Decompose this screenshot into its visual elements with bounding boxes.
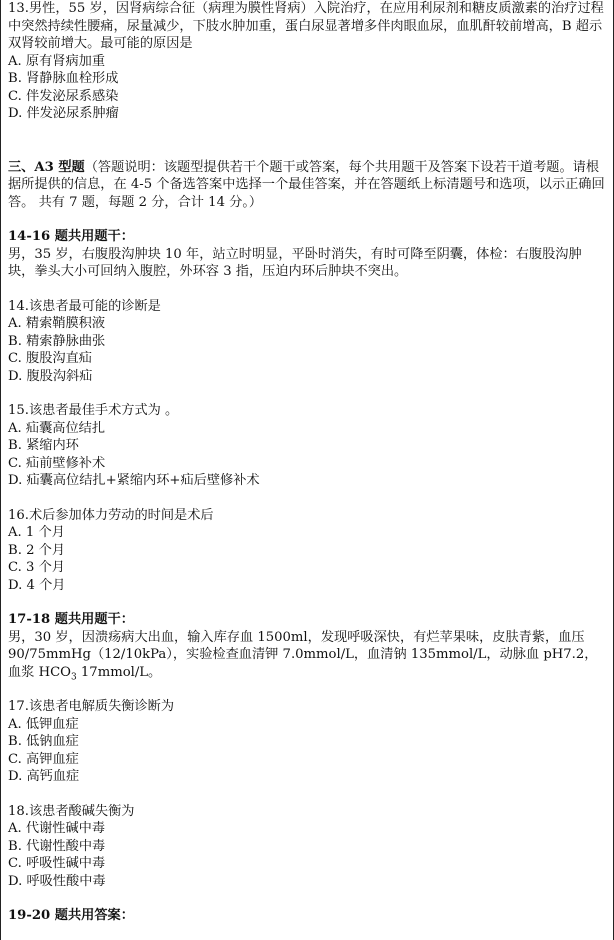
group-heading-19-20: 19-20 题共用答案： bbox=[8, 908, 134, 923]
group-heading-14-16: 14-16 题共用题干： bbox=[8, 229, 134, 244]
question-stem: 14.该患者最可能的诊断是 bbox=[8, 298, 161, 314]
option-b: B. 精索静脉曲张 bbox=[8, 333, 106, 349]
option-c: C. 高钾血症 bbox=[8, 751, 79, 767]
option-c: C. 呼吸性碱中毒 bbox=[8, 856, 106, 871]
option-d: D. 伴发泌尿系肿瘤 bbox=[8, 106, 119, 121]
question-18 bbox=[8, 803, 607, 891]
option-b: B. 低钠血症 bbox=[8, 734, 79, 749]
question-15 bbox=[8, 402, 607, 490]
question-stem: 17.该患者电解质失衡诊断为 bbox=[8, 699, 175, 714]
question-stem: 13.男性，55 岁，因肾病综合征（病理为膜性肾病）入院治疗，在应用利尿剂和糖皮质激素的治疗过程中突然持续性腰痛，尿量减少，下肢水肿加重，蛋白尿显著增多伴肉眼血尿，血肌酐较前增高，B 超示双肾较前增大。最可能的原因是 bbox=[8, 1, 604, 51]
option-b: B. 代谢性酸中毒 bbox=[8, 838, 106, 854]
option-a: A. 原有肾病加重 bbox=[8, 53, 106, 69]
option-d: D. 4 个月 bbox=[8, 577, 66, 593]
shared-stem-14-16: 男，35 岁，右腹股沟肿块 10 年，站立时明显，平卧时消失，有时可降至阴囊，体检：右腹股沟肿块，拳头大小可回纳入腹腔，外环容 3 指，压迫内环后肿块不突出。 bbox=[8, 246, 582, 279]
option-c: C. 伴发泌尿系感染 bbox=[8, 88, 119, 104]
option-c: C. 疝前壁修补术 bbox=[8, 455, 106, 471]
question-17 bbox=[8, 698, 607, 786]
option-a: A. 精索鞘膜积液 bbox=[8, 316, 106, 331]
section-instructions bbox=[8, 159, 607, 212]
stem-text-end: 17mmol/L。 bbox=[76, 664, 162, 680]
question-stem: 15.该患者最佳手术方式为 。 bbox=[8, 403, 179, 418]
option-d: D. 高钙血症 bbox=[8, 769, 80, 784]
option-c: C. 腹股沟直疝 bbox=[8, 351, 92, 366]
option-b: B. 2 个月 bbox=[8, 542, 66, 558]
option-a: A. 1 个月 bbox=[8, 525, 65, 540]
question-16 bbox=[8, 507, 607, 595]
option-a: A. 疝囊高位结扎 bbox=[8, 420, 106, 436]
shared-stem-17-18 bbox=[8, 629, 607, 682]
question-stem: 18.该患者酸碱失衡为 bbox=[8, 803, 135, 819]
stem-text: 男，30 岁，因溃疡病大出血，输入库存血 1500ml，发现呼吸深快，有烂苹果味，皮肤青紫，血压 90/75mmHg（12/10kPa），实验检查血清钾 7.0mmol/L，血清钠 135mmol/L，动脉血 pH7.2，血浆 HCO bbox=[8, 629, 598, 680]
option-b: B. 紧缩内环 bbox=[8, 438, 79, 453]
option-d: D. 呼吸性酸中毒 bbox=[8, 873, 106, 889]
option-a: A. 低钾血症 bbox=[8, 716, 79, 732]
group-heading-17-18: 17-18 题共用题干： bbox=[8, 612, 134, 627]
option-c: C. 3 个月 bbox=[8, 560, 65, 575]
subscript: 3 bbox=[70, 672, 77, 683]
question-14 bbox=[8, 298, 607, 386]
option-d: D. 疝囊高位结扎+紧缩内环+疝后壁修补术 bbox=[8, 473, 260, 488]
option-d: D. 腹股沟斜疝 bbox=[8, 368, 93, 384]
section-note: （答题说明：该题型提供若干个题干或答案，每个共用题干及答案下设若干道考题。请根据所提供的信息，在 4-5 个备选答案中选择一个最佳答案，并在答题纸上标清题号和选项，以示正确回答。 共有 7 题，每题 2 分，合计 14 分。） bbox=[8, 159, 605, 210]
question-stem: 16.术后参加体力劳动的时间是术后 bbox=[8, 507, 214, 523]
option-a: A. 代谢性碱中毒 bbox=[8, 821, 106, 836]
question-13 bbox=[8, 0, 607, 123]
section-title: 三、A3 型题 bbox=[8, 159, 85, 175]
option-b: B. 肾静脉血栓形成 bbox=[8, 71, 119, 86]
